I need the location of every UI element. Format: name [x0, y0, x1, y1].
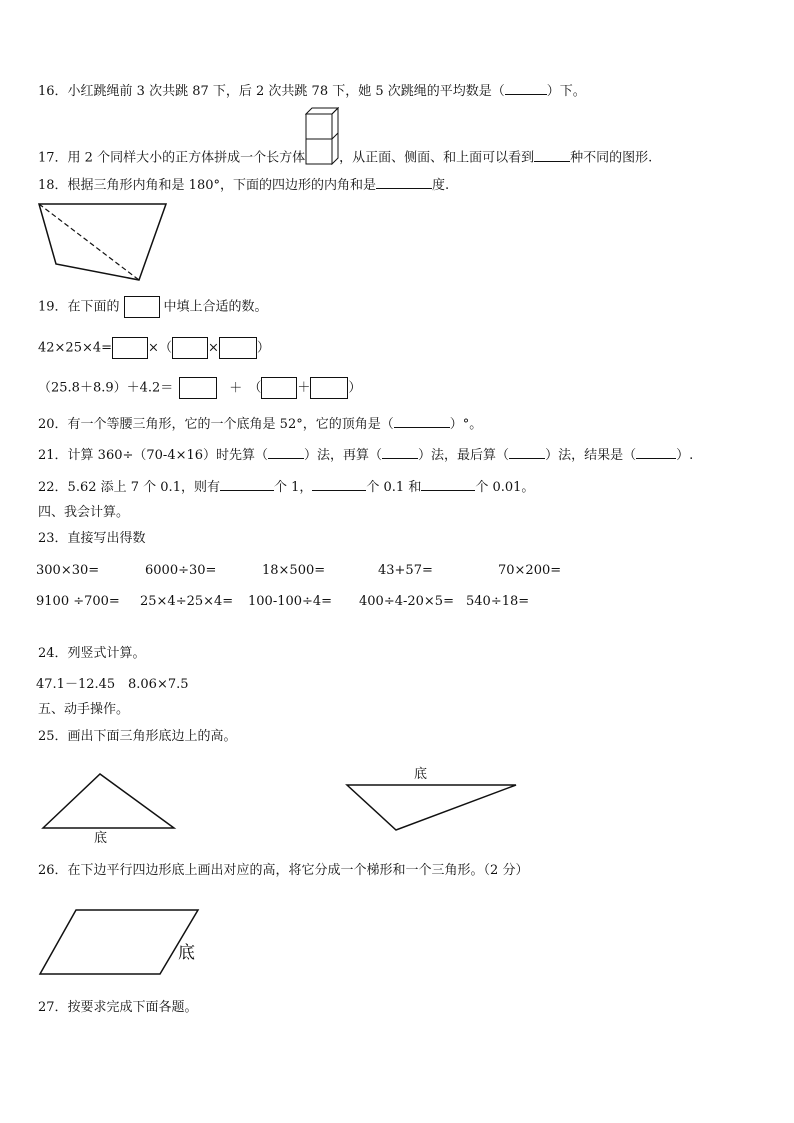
q19-text-after: 中填上合适的数。 [163, 299, 268, 315]
q21-part-b: ）法，再算（ [304, 448, 383, 463]
q22-blank-3[interactable] [421, 478, 475, 491]
q19-eq1-close: ） [256, 340, 270, 356]
q19-equation-2 [38, 377, 361, 399]
q19-eq2-plus: ＋ [229, 380, 243, 396]
q23-item: 25×4÷25×4= [140, 594, 234, 609]
q16-answer-blank[interactable] [505, 82, 547, 95]
q23-item: 400÷4-20×5= [359, 594, 454, 609]
q19-eq1-box-1[interactable] [112, 337, 148, 359]
q22-part-a: 22．5.62 添上 7 个 0.1，则有 [38, 480, 220, 495]
question-18 [38, 176, 449, 195]
q19-eq2-open: （ [248, 380, 262, 396]
q19-eq2-close: ） [348, 380, 362, 396]
q23-item: 100-100÷4= [248, 594, 333, 609]
q18-answer-blank[interactable] [376, 176, 432, 189]
q19-eq1-box-2[interactable] [172, 337, 208, 359]
q22-part-d: 个 0.01。 [475, 480, 535, 495]
q19-eq2-box-1[interactable] [179, 377, 217, 399]
q19-eq1-times2: × [207, 340, 219, 356]
q23-item: 18×500= [262, 563, 326, 578]
question-21 [38, 446, 693, 465]
q24-item: 8.06×7.5 [128, 677, 189, 692]
q17-answer-blank[interactable] [534, 149, 570, 162]
question-23-title: 23．直接写出得数 [38, 531, 146, 546]
section-4-heading: 四、我会计算。 [38, 505, 130, 520]
q25-base-label-left: 底 [94, 831, 108, 846]
q20-answer-blank[interactable] [394, 415, 450, 428]
q21-blank-4[interactable] [636, 446, 676, 459]
q21-part-a: 21．计算 360÷（70-4×16）时先算（ [38, 448, 269, 463]
q19-eq1-left: 42×25×4= [38, 340, 113, 356]
q22-blank-1[interactable] [220, 478, 274, 491]
question-20 [38, 415, 482, 434]
q16-text: 16．小红跳绳前 3 次共跳 87 下，后 2 次共跳 78 下，她 5 次跳绳的平均数是（ [38, 84, 505, 99]
question-26-title: 26．在下边平行四边形底上画出对应的高，将它分成一个梯形和一个三角形。（2 分） [38, 863, 529, 878]
section-5-heading: 五、动手操作。 [38, 702, 130, 717]
q23-item: 43+57= [378, 563, 433, 578]
q16-end: ）下。 [546, 84, 586, 99]
question-22 [38, 478, 534, 497]
question-16 [38, 82, 586, 101]
q23-item: 300×30= [36, 563, 100, 578]
q24-item: 47.1－12.45 [36, 677, 116, 692]
q17-text-after: ，从正面、侧面、和上面可以看到 [339, 150, 535, 166]
q26-base-label: 底 [178, 943, 195, 963]
q19-eq1-times: ×（ [148, 340, 172, 356]
q20-end: ）°。 [449, 417, 483, 432]
q19-text-before: 19．在下面的 [38, 299, 120, 315]
q19-eq2-plus2: ＋ [297, 380, 311, 396]
q17-end: 种不同的图形. [570, 150, 653, 166]
q19-eq2-box-3[interactable] [310, 377, 348, 399]
q23-item: 9100 ÷700= [36, 594, 120, 609]
q21-part-d: ）法，结果是（ [545, 448, 637, 463]
q23-item: 6000÷30= [145, 563, 217, 578]
q19-example-box [124, 296, 160, 318]
q19-eq2-box-2[interactable] [261, 377, 297, 399]
q18-end: 度. [432, 178, 450, 193]
triangle-right-figure [344, 782, 520, 834]
q18-text: 18．根据三角形内角和是 180°，下面的四边形的内角和是 [38, 178, 376, 193]
q21-blank-3[interactable] [509, 446, 545, 459]
q17-text-before: 17．用 2 个同样大小的正方体拼成一个长方体 [38, 150, 306, 166]
q23-item: 70×200= [498, 563, 562, 578]
q22-part-b: 个 1， [273, 480, 313, 495]
q21-part-c: ）法，最后算（ [418, 448, 510, 463]
q25-base-label-right: 底 [414, 767, 428, 782]
question-27-title: 27．按要求完成下面各题。 [38, 1000, 198, 1015]
q19-eq2-left: （25.8＋8.9）＋4.2＝ [38, 380, 174, 396]
quadrilateral-figure [36, 200, 170, 284]
question-19 [38, 296, 268, 318]
q22-part-c: 个 0.1 和 [366, 480, 422, 495]
q20-text: 20．有一个等腰三角形，它的一个底角是 52°，它的顶角是（ [38, 417, 394, 432]
q19-equation-1 [38, 337, 270, 359]
question-25-title: 25．画出下面三角形底边上的高。 [38, 729, 237, 744]
q21-blank-1[interactable] [268, 446, 304, 459]
question-24-title: 24．列竖式计算。 [38, 646, 146, 661]
q19-eq1-box-3[interactable] [219, 337, 257, 359]
q23-item: 540÷18= [466, 594, 530, 609]
q21-part-e: ）. [676, 448, 694, 463]
q22-blank-2[interactable] [312, 478, 366, 491]
q21-blank-2[interactable] [382, 446, 418, 459]
triangle-left-figure [40, 770, 180, 832]
